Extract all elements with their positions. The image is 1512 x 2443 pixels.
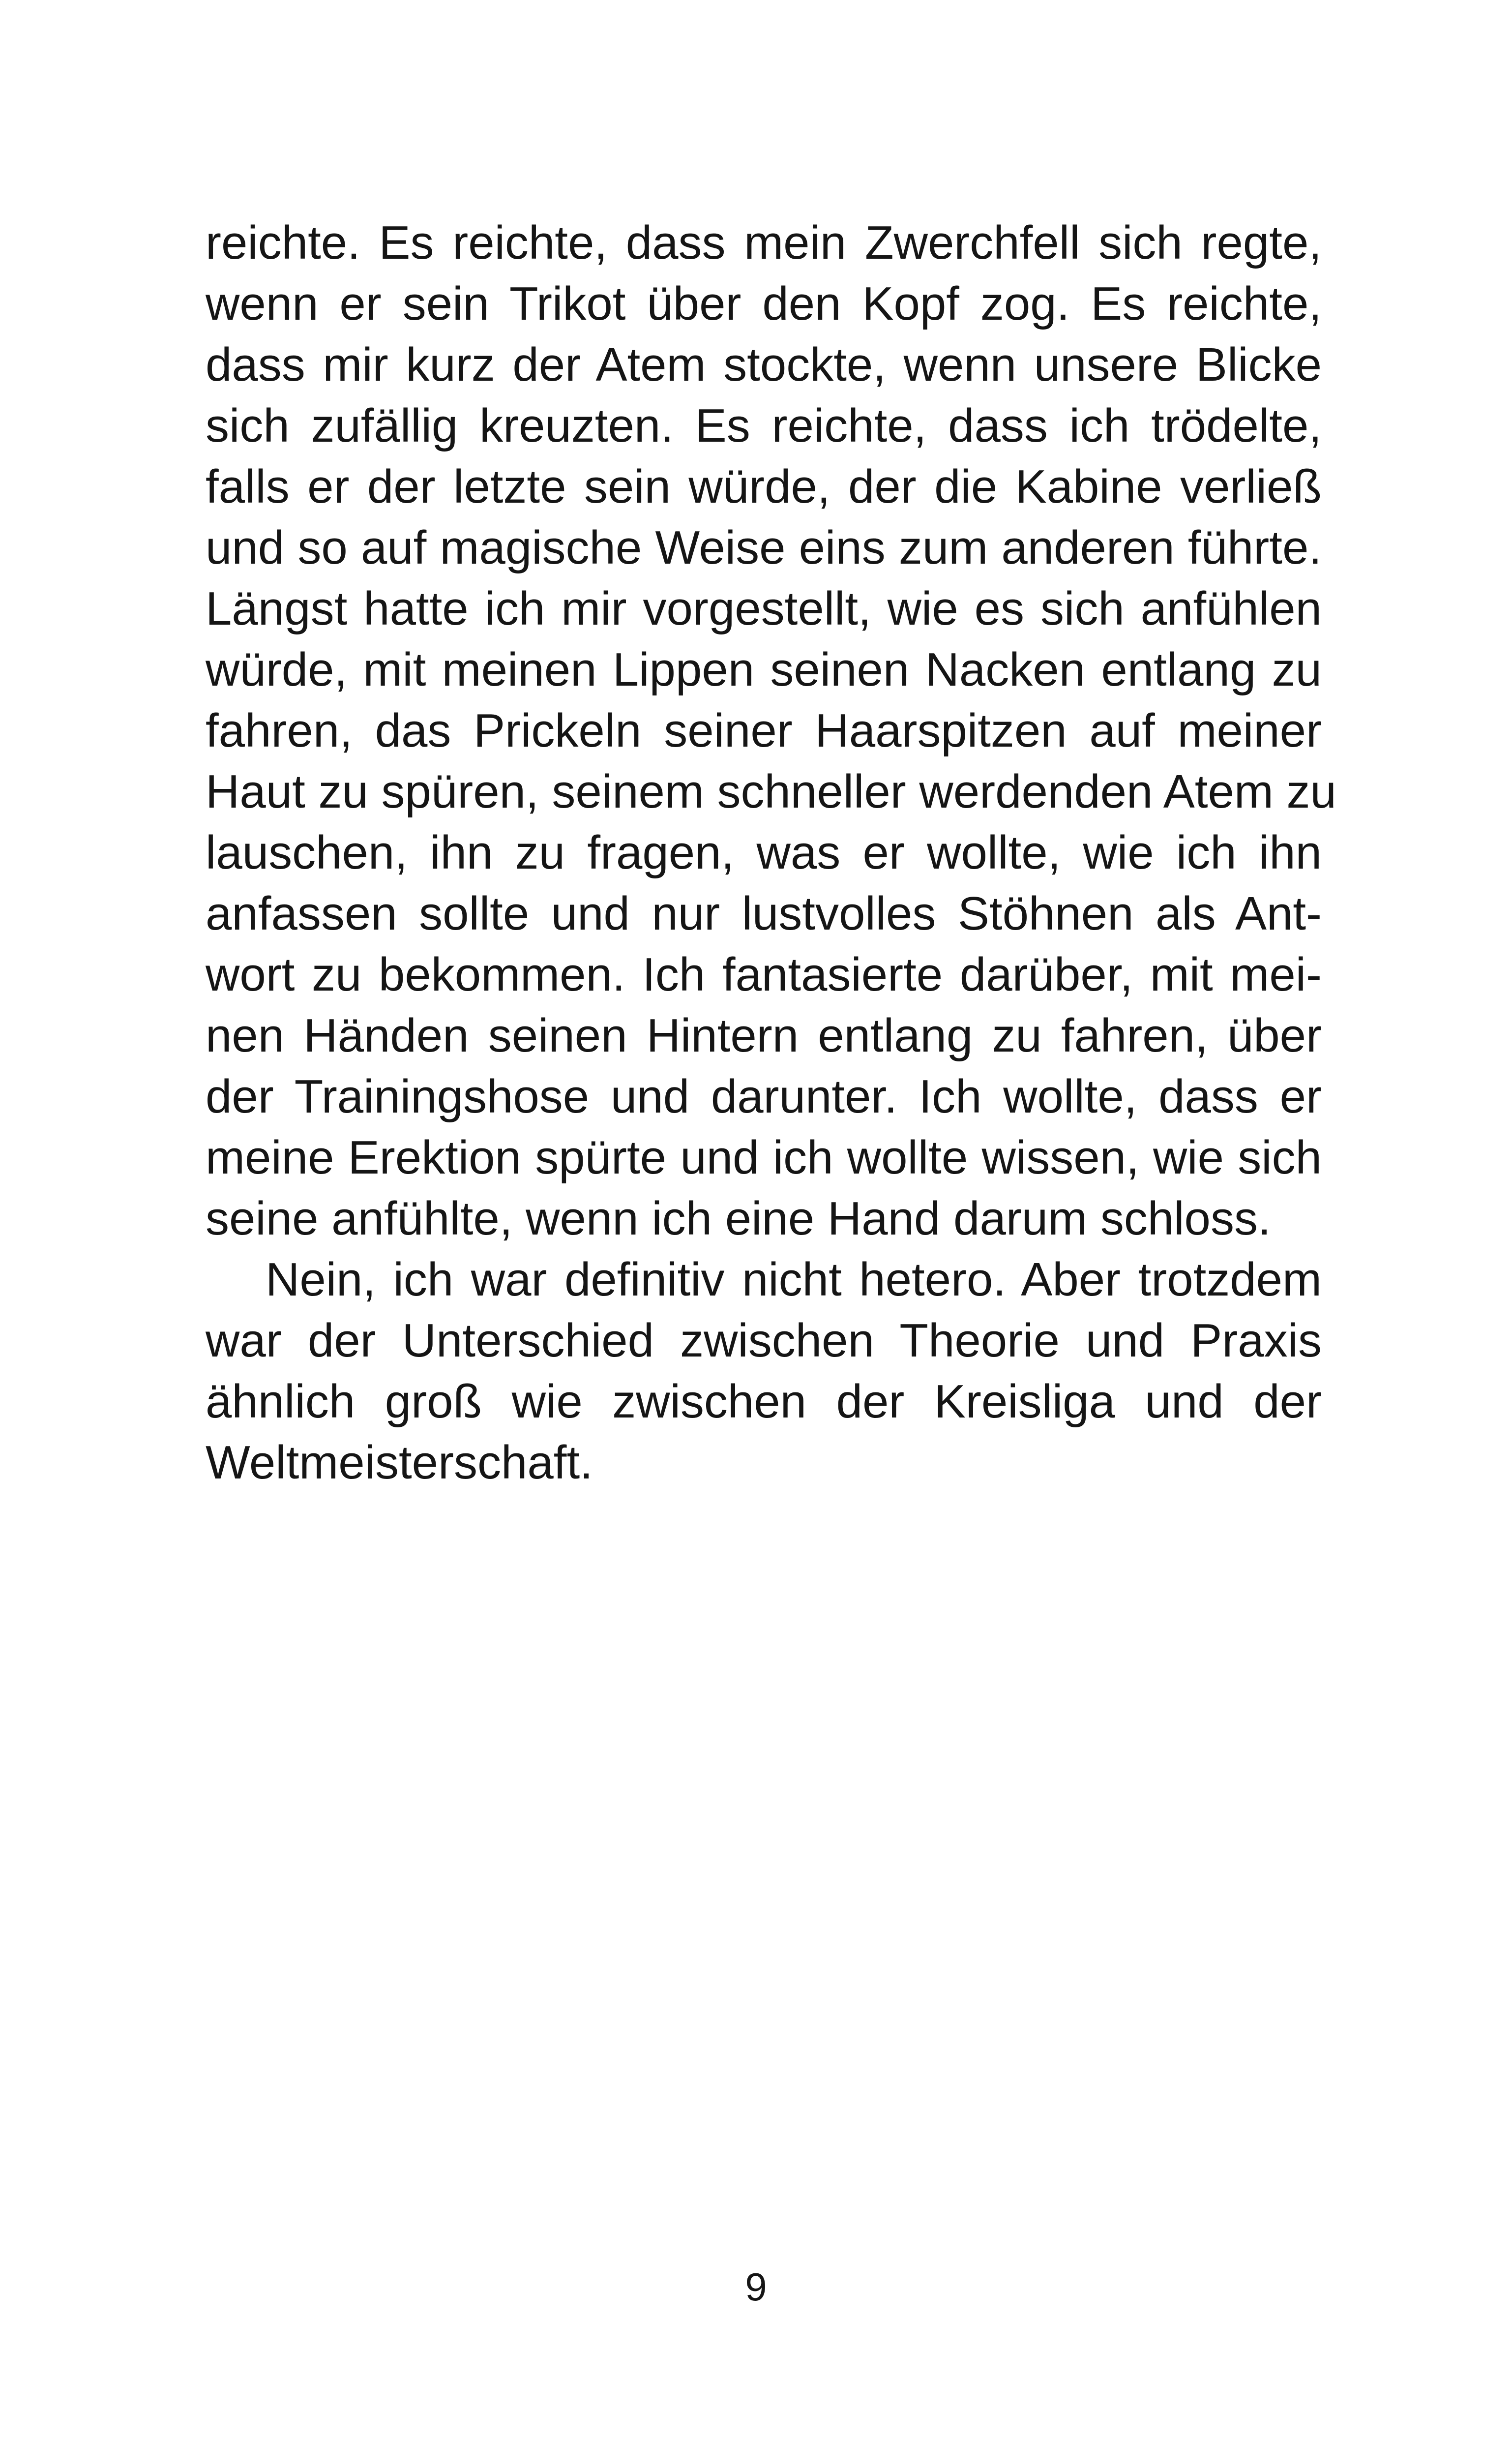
text-line: würde, mit meinen Lippen seinen Nacken entlang zu: [206, 643, 1322, 696]
text-line: sich zufällig kreuzten. Es reichte, dass ich trödelte,: [206, 399, 1322, 452]
text-line: fahren, das Prickeln seiner Haarspitzen auf meiner: [206, 704, 1322, 757]
text-line: wort zu bekommen. Ich fantasierte darüber, mit mei-: [206, 948, 1322, 1001]
page-number: 9: [745, 2265, 767, 2309]
text-line: falls er der letzte sein würde, der die Kabine verließ: [206, 460, 1322, 513]
text-line: Nein, ich war definitiv nicht hetero. Aber trotzdem: [266, 1253, 1322, 1306]
text-line: dass mir kurz der Atem stockte, wenn unsere Blicke: [206, 338, 1322, 391]
text-line: der Trainingshose und darunter. Ich wollte, dass er: [206, 1070, 1322, 1123]
text-line: seine anfühlte, wenn ich eine Hand darum schloss.: [206, 1192, 1271, 1245]
text-line: lauschen, ihn zu fragen, was er wollte, wie ich ihn: [206, 826, 1322, 879]
text-line: ähnlich groß wie zwischen der Kreisliga und der: [206, 1375, 1322, 1428]
body-text: [206, 212, 1336, 1493]
paragraph: [206, 212, 1336, 1249]
text-line: war der Unterschied zwischen Theorie und Praxis: [206, 1314, 1322, 1367]
text-line: reichte. Es reichte, dass mein Zwerchfell sich regte,: [206, 216, 1322, 269]
paragraph: [206, 1249, 1322, 1493]
text-line: Weltmeisterschaft.: [206, 1436, 593, 1489]
text-line: anfassen sollte und nur lustvolles Stöhnen als Ant-: [206, 887, 1322, 940]
text-line: Haut zu spüren, seinem schneller werdenden Atem zu: [206, 765, 1336, 818]
text-line: nen Händen seinen Hintern entlang zu fahren, über: [206, 1009, 1322, 1062]
text-line: wenn er sein Trikot über den Kopf zog. Es reichte,: [206, 277, 1322, 330]
text-line: meine Erektion spürte und ich wollte wissen, wie sich: [206, 1131, 1322, 1184]
text-line: Längst hatte ich mir vorgestellt, wie es sich anfühlen: [206, 582, 1322, 635]
text-line: und so auf magische Weise eins zum anderen führte.: [206, 521, 1322, 574]
